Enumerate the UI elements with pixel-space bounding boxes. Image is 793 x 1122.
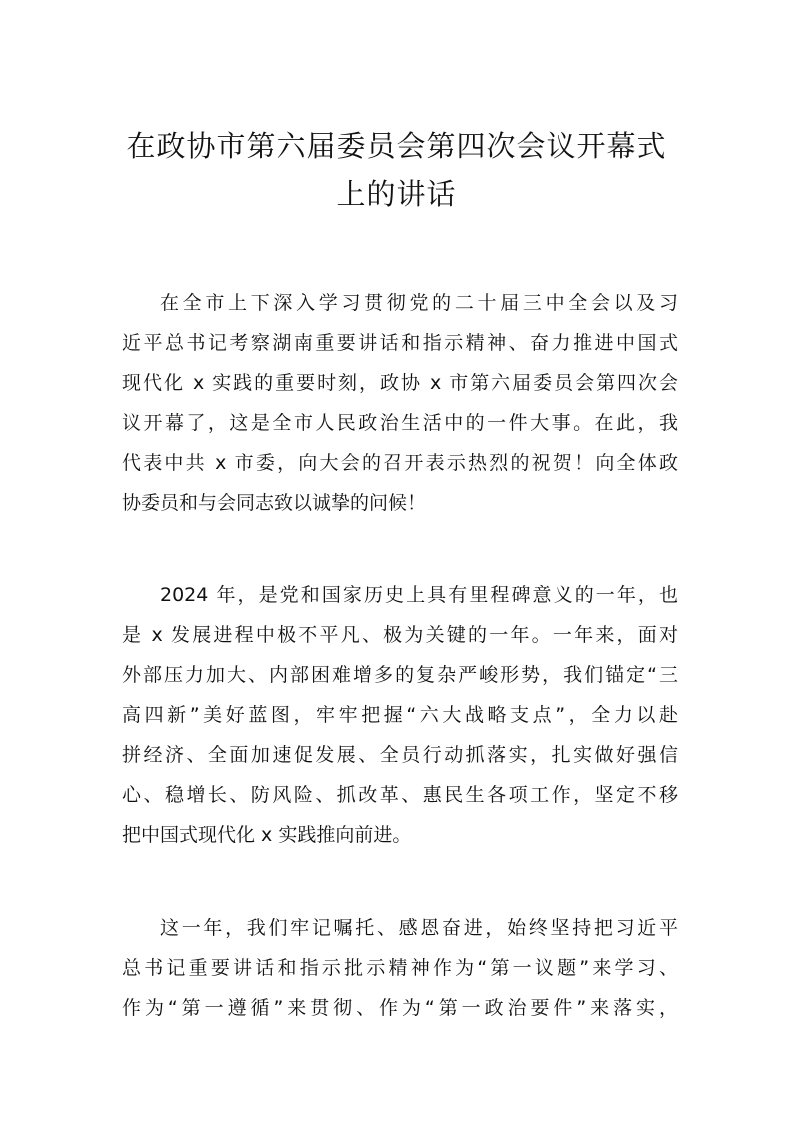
paragraph-line: 作为“第一遵循”来贯彻、作为“第一政治要件”来落实， — [122, 997, 678, 1019]
paragraph-line: 议开幕了，这是全市人民政治生活中的一件大事。在此，我 — [122, 412, 678, 434]
paragraph-2 — [122, 575, 678, 855]
paragraph-1 — [122, 283, 678, 523]
paragraph-line: 高四新”美好蓝图，牢牢把握“六大战略支点”，全力以赴 — [122, 704, 678, 726]
paragraph-line: 心、稳增长、防风险、抓改革、惠民生各项工作，坚定不移 — [122, 784, 678, 806]
paragraph-line: 代表中共 x 市委，向大会的召开表示热烈的祝贺！向全体政 — [122, 452, 678, 474]
paragraph-line: 协委员和与会同志致以诚挚的问候！ — [122, 492, 427, 514]
paragraph-line: 这一年，我们牢记嘱托、感恩奋进，始终坚持把习近平 — [160, 917, 678, 939]
paragraph-line: 总书记重要讲话和指示批示精神作为“第一议题”来学习、 — [122, 957, 678, 979]
document-title-line-1: 在政协市第六届委员会第四次会议开幕式 — [126, 129, 667, 163]
paragraph-line: 外部压力加大、内部困难增多的复杂严峻形势，我们锚定“三 — [122, 664, 678, 686]
paragraph-line: 现代化 x 实践的重要时刻，政协 x 市第六届委员会第四次会 — [122, 372, 678, 394]
paragraph-line: 拼经济、全面加速促发展、全员行动抓落实，扎实做好强信 — [122, 744, 678, 766]
paragraph-line: 在全市上下深入学习贯彻党的二十届三中全会以及习 — [160, 292, 678, 314]
paragraph-line: 是 x 发展进程中极不平凡、极为关键的一年。一年来，面对 — [122, 624, 678, 646]
paragraph-line: 近平总书记考察湖南重要讲话和指示精神、奋力推进中国式 — [122, 332, 678, 354]
paragraph-3 — [122, 908, 678, 1028]
paragraph-line: 2024 年，是党和国家历史上具有里程碑意义的一年，也 — [160, 584, 678, 606]
paragraph-line: 把中国式现代化 x 实践推向前进。 — [122, 824, 412, 846]
document-title-line-2: 上的讲话 — [336, 177, 457, 211]
